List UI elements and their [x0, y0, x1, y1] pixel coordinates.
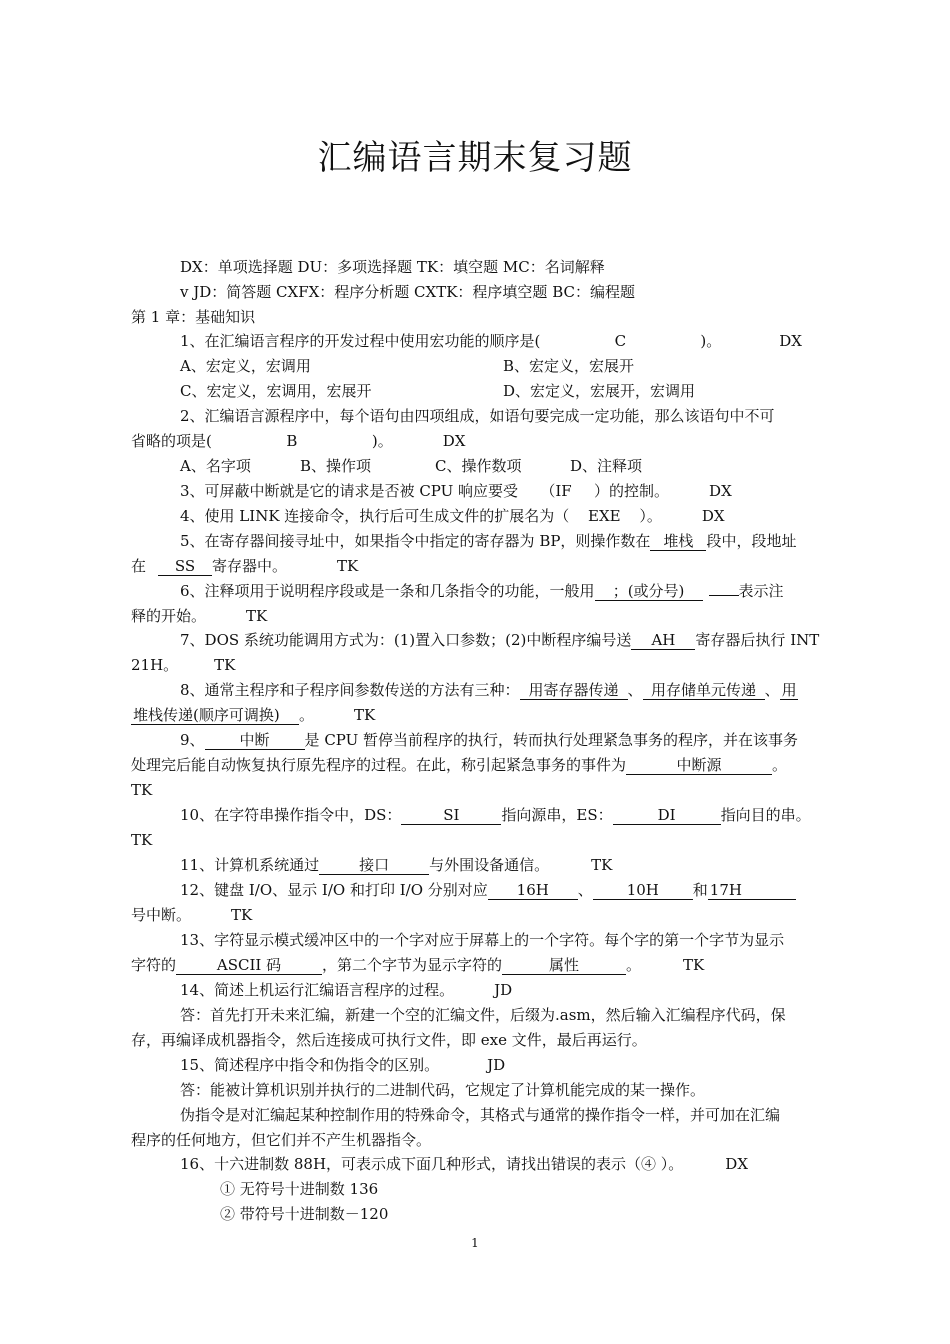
- option-2: ② 带符号十进制数－120: [220, 1205, 389, 1223]
- answer: 17H: [708, 881, 796, 900]
- question-7: 7、DOS 系统功能调用方式为：(1)置入口参数；(2)中断程序编号送 AH 寄存器后执行 INT: [180, 631, 820, 649]
- question-tag: TK: [591, 856, 613, 874]
- answer: 16H: [488, 881, 578, 900]
- question-14: 14、简述上机运行汇编语言程序的过程。 JD: [180, 981, 513, 999]
- option-c: C、操作数项: [435, 457, 522, 475]
- answer: 用寄存器传递: [520, 681, 628, 700]
- answer: ASCII 码: [176, 956, 322, 975]
- question-5: 5、在寄存器间接寻址中，如果指令中指定的寄存器为 BP，则操作数在 堆栈 段中，段地址: [180, 532, 797, 550]
- question-10: 10、在字符串操作指令中，DS： SI 指向源串，ES： DI 指向目的串。: [180, 806, 811, 824]
- question-tag: DX: [779, 332, 802, 350]
- question-tag: JD: [487, 1056, 506, 1074]
- answer: 堆栈: [650, 532, 706, 551]
- question-1: 1、在汇编语言程序的开发过程中使用宏功能的顺序是( C )。 DX: [180, 332, 802, 350]
- answer-text: 答：能被计算机识别并执行的二进制代码，它规定了计算机能完成的某一操作。: [180, 1081, 706, 1099]
- page-number: 1: [471, 1236, 479, 1250]
- question-11: 11、计算机系统通过 接口 与外围设备通信。 TK: [180, 856, 613, 874]
- answer: EXE: [588, 507, 621, 525]
- question-8: 8、通常主程序和子程序间参数传送的方法有三种： 用寄存器传递 、 用存储单元传递 、 用: [180, 681, 797, 699]
- question-2-cont: 省略的项是( B )。 DX: [131, 432, 466, 450]
- answer: 接口: [319, 856, 429, 875]
- question-13: 13、字符显示模式缓冲区中的一个字对应于屏幕上的一个字符。每个字的第一个字节为显示: [180, 931, 785, 949]
- answer-text: 伪指令是对汇编起某种控制作用的特殊命令，其格式与通常的操作指令一样，并可加在汇编: [180, 1106, 781, 1124]
- answer-text: 程序的任何地方，但它们并不产生机器指令。: [131, 1131, 432, 1149]
- option-b: B、操作项: [300, 457, 372, 475]
- question-tag: TK: [354, 706, 376, 724]
- answer: 用: [781, 681, 797, 699]
- answer: B: [286, 432, 298, 450]
- question-tag: DX: [725, 1155, 749, 1173]
- question-6-cont: 释的开始。 TK: [131, 607, 268, 625]
- option-d: D、宏定义，宏展开，宏调用: [503, 382, 696, 400]
- question-tag: TK: [683, 956, 705, 974]
- question-tag: TK: [337, 557, 359, 575]
- legend-line-2: v JD：简答题 CXFX：程序分析题 CXTK：程序填空题 BC：编程题: [180, 283, 635, 301]
- answer: 中断源: [626, 756, 772, 775]
- question-12-cont: 号中断。 TK: [131, 906, 253, 924]
- answer: C: [614, 332, 627, 350]
- option-c: C、宏定义，宏调用，宏展开: [180, 382, 372, 400]
- option-a: A、名字项: [180, 457, 251, 475]
- question-9-cont: 处理完后能自动恢复执行原先程序的过程。在此，称引起紧急事务的事件为 中断源 。: [131, 756, 788, 774]
- question-tag: TK: [131, 831, 153, 849]
- question-12: 12、键盘 I/O、显示 I/O 和打印 I/O 分别对应 16H 、 10H 和 17H: [180, 879, 796, 901]
- question-8-cont: 堆栈传递(顺序可调换) 。 TK: [133, 706, 376, 724]
- question-16: 16、十六进制数 88H，可表示成下面几种形式，请找出错误的表示（④ ）。 DX: [180, 1155, 749, 1173]
- chapter-heading: 第 1 章：基础知识: [131, 308, 256, 326]
- answer: AH: [631, 631, 695, 650]
- answer: 中断: [205, 731, 305, 750]
- question-7-cont: 21H。 TK: [131, 656, 236, 674]
- question-15: 15、简述程序中指令和伪指令的区别。 JD: [180, 1056, 506, 1074]
- answer: 堆栈传递(顺序可调换): [131, 706, 299, 725]
- question-tag: TK: [214, 656, 236, 674]
- option-d: D、注释项: [570, 457, 643, 475]
- answer-text: 存，再编译成机器指令，然后连接成可执行文件，即 exe 文件，最后再运行。: [131, 1031, 647, 1049]
- answer: SI: [401, 806, 501, 825]
- question-13-cont: 字符的 ASCII 码 ，第二个字节为显示字符的 属性 。 TK: [131, 956, 705, 974]
- question-tag: TK: [131, 781, 153, 799]
- answer: 10H: [593, 881, 693, 900]
- question-3: 3、可屏蔽中断就是它的请求是否被 CPU 响应要受 （IF ）的控制。 DX: [180, 482, 732, 500]
- answer: DI: [613, 806, 721, 825]
- answer-text: 答：首先打开未来汇编，新建一个空的汇编文件，后缀为.asm，然后输入汇编程序代码，保: [180, 1006, 786, 1024]
- question-tag: TK: [246, 607, 268, 625]
- question-4: 4、使用 LINK 连接命令，执行后可生成文件的扩展名为（ EXE ）。 DX: [180, 507, 725, 525]
- question-5-cont: 在 SS 寄存器中。 TK: [131, 557, 359, 575]
- question-tag: JD: [494, 981, 513, 999]
- question-tag: TK: [231, 906, 253, 924]
- answer: ；(或分号): [595, 582, 703, 601]
- question-tag: DX: [701, 507, 725, 525]
- option-a: A、宏定义，宏调用: [180, 357, 311, 375]
- question-tag: DX: [442, 432, 466, 450]
- question-tag: DX: [709, 482, 732, 500]
- question-2: 2、汇编语言源程序中，每个语句由四项组成，如语句要完成一定功能，那么该语句中不可: [180, 407, 775, 425]
- document-title: 汇编语言期末复习题: [317, 138, 633, 178]
- answer: 用存储单元传递: [643, 681, 765, 700]
- option-b: B、宏定义，宏展开: [503, 357, 635, 375]
- legend-line-1: DX：单项选择题 DU：多项选择题 TK：填空题 MC：名词解释: [180, 258, 605, 276]
- answer: SS: [158, 557, 212, 576]
- answer: 属性: [502, 956, 626, 975]
- question-9: 9、 中断 是 CPU 暂停当前程序的执行，转而执行处理紧急事务的程序，并在该事务: [180, 731, 799, 749]
- option-1: ① 无符号十进制数 136: [220, 1180, 379, 1198]
- question-6: 6、注释项用于说明程序段或是一条和几条指令的功能，一般用 ；(或分号) 表示注: [180, 582, 784, 600]
- answer: IF: [555, 482, 572, 500]
